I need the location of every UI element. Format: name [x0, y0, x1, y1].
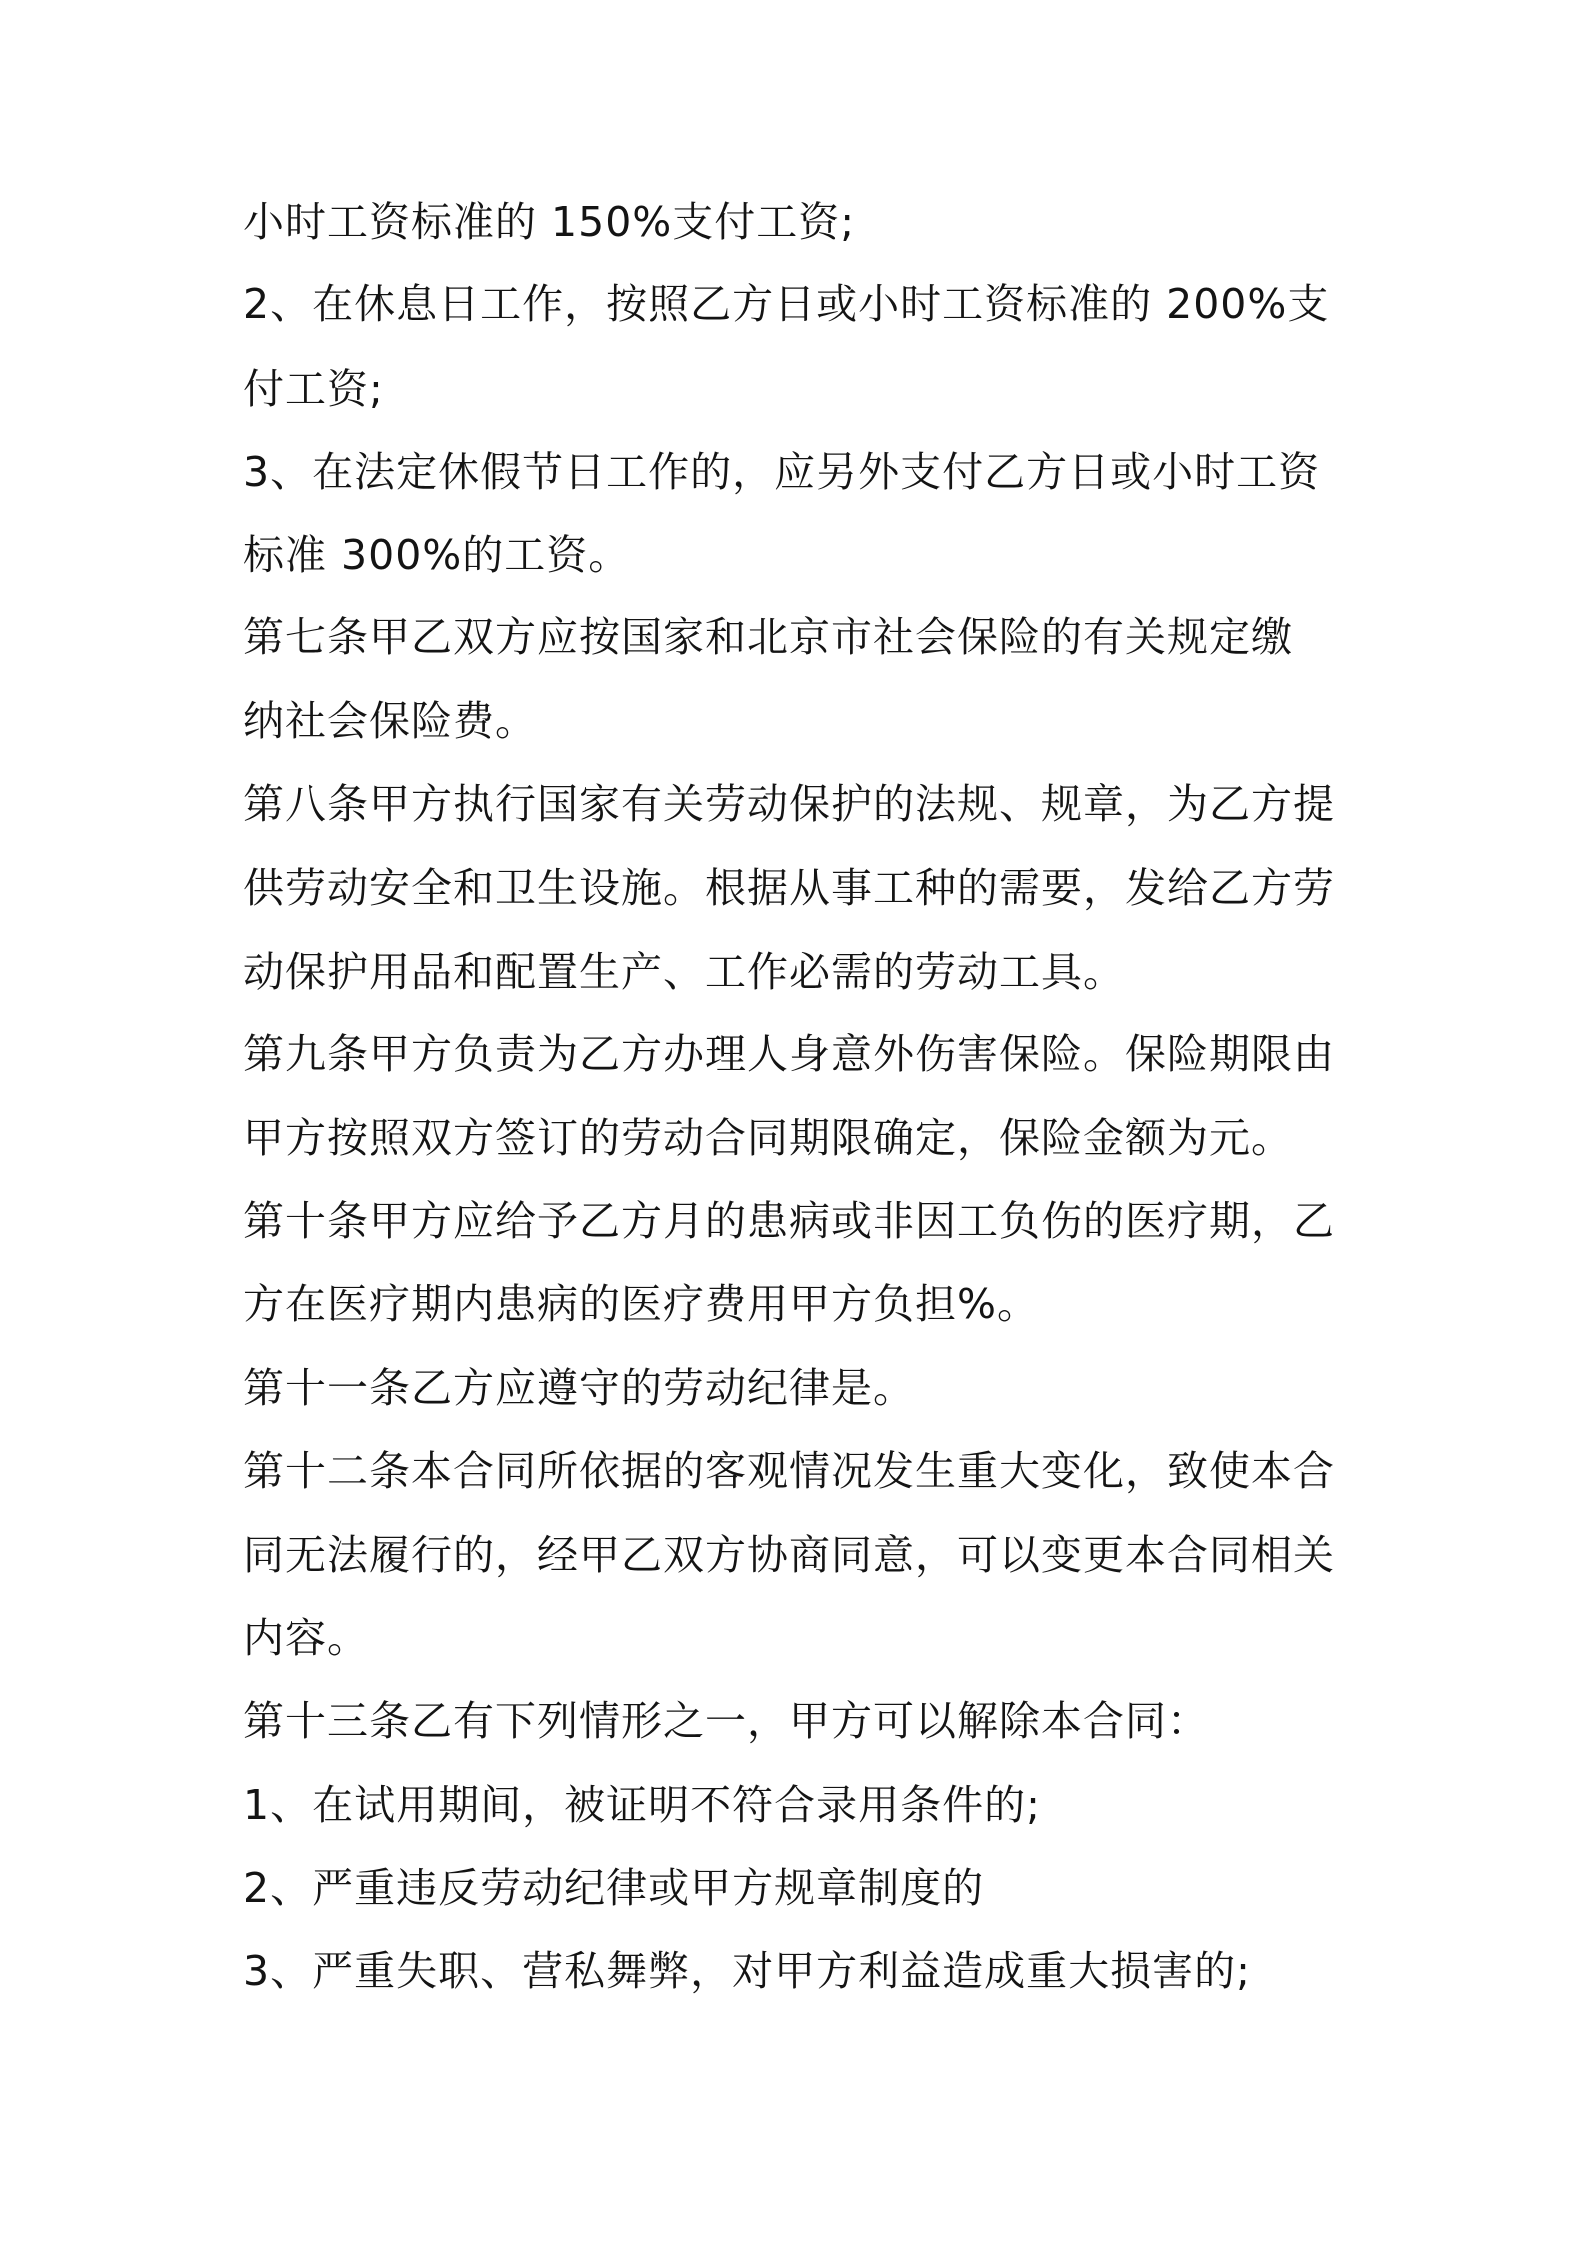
text-line: 甲方按照双方签订的劳动合同期限确定，保险金额为元。	[243, 1114, 1293, 1162]
text-line: 3、在法定休假节日工作的，应另外支付乙方日或小时工资	[243, 448, 1321, 496]
text-line: 小时工资标准的 150%支付工资;	[243, 198, 856, 246]
text-line: 第八条甲方执行国家有关劳动保护的法规、规章，为乙方提	[243, 780, 1335, 828]
text-line: 方在医疗期内患病的医疗费用甲方负担%。	[243, 1280, 1039, 1328]
text-line: 付工资;	[243, 365, 384, 413]
text-line: 1、在试用期间，被证明不符合录用条件的;	[243, 1781, 1041, 1829]
text-line: 第七条甲乙双方应按国家和北京市社会保险的有关规定缴	[243, 613, 1293, 661]
text-line: 标准 300%的工资。	[243, 531, 631, 579]
text-line: 2、严重违反劳动纪律或甲方规章制度的	[243, 1864, 985, 1912]
text-line: 2、在休息日工作，按照乙方日或小时工资标准的 200%支	[243, 280, 1330, 328]
text-line: 第十二条本合同所依据的客观情况发生重大变化，致使本合	[243, 1447, 1335, 1495]
text-line: 第九条甲方负责为乙方办理人身意外伤害保险。保险期限由	[243, 1030, 1335, 1078]
text-line: 供劳动安全和卫生设施。根据从事工种的需要，发给乙方劳	[243, 864, 1335, 912]
text-line: 纳社会保险费。	[243, 697, 537, 745]
text-line: 第十三条乙有下列情形之一，甲方可以解除本合同：	[243, 1697, 1209, 1745]
text-line: 同无法履行的，经甲乙双方协商同意，可以变更本合同相关	[243, 1531, 1335, 1579]
text-line: 第十条甲方应给予乙方月的患病或非因工负伤的医疗期，乙	[243, 1197, 1335, 1245]
text-line: 内容。	[243, 1614, 369, 1662]
text-line: 动保护用品和配置生产、工作必需的劳动工具。	[243, 948, 1125, 996]
text-line: 第十一条乙方应遵守的劳动纪律是。	[243, 1364, 915, 1412]
text-line: 3、严重失职、营私舞弊，对甲方利益造成重大损害的;	[243, 1947, 1251, 1995]
